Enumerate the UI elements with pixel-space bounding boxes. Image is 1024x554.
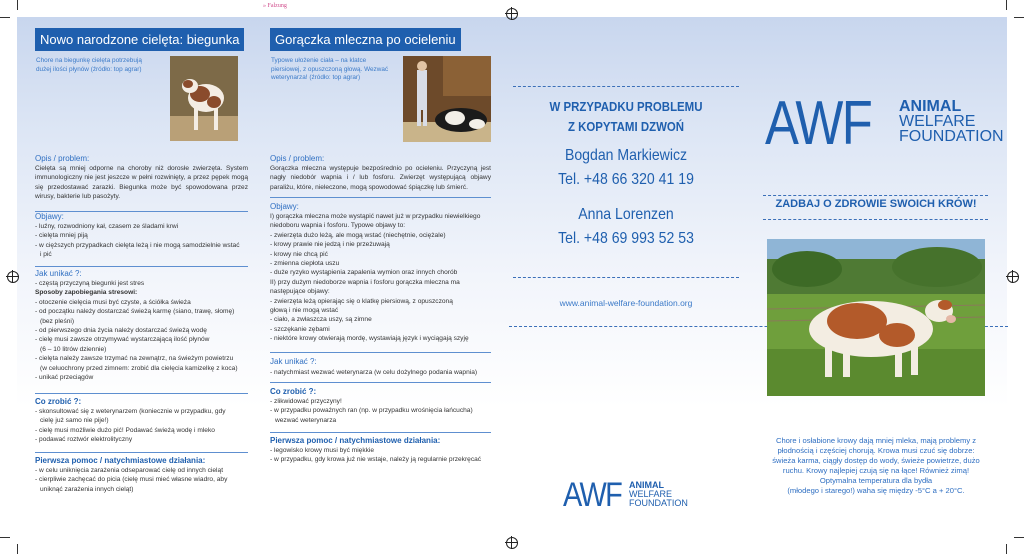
crop-mark	[0, 537, 10, 538]
crop-mark	[17, 544, 18, 554]
dashed-divider	[513, 86, 739, 87]
info-paragraph: Chore i osłabione krowy dają mniej mleka, mają problemy z płodnością i częściej chorują. Krowa musi czuć się dobrze: świeża karma, ciągły dostęp do wody, świeże powietrze, dużo ruchu. Krowy najlepiej czują się na łące! Również zimą! Optymalna temperatura dla bydła (młodego i starego!) waha się między -5°C a + 20°C.	[772, 436, 980, 495]
panel1-header: Nowo narodzone cielęta: biegunka	[35, 28, 244, 51]
panel1-pierwsza-title: Pierwsza pomoc / natychmiastowe działania:	[35, 456, 206, 465]
dashed-divider	[763, 195, 988, 196]
contact-1: Bogdan Markiewicz Tel. +48 66 320 41 19	[527, 146, 726, 190]
divider	[35, 393, 248, 394]
divider	[270, 352, 491, 353]
registration-mark	[1007, 271, 1019, 283]
panel2-header: Gorączka mleczna po ocieleniu	[270, 28, 461, 51]
divider	[270, 197, 491, 198]
dashed-divider	[513, 277, 739, 278]
divider	[270, 382, 491, 383]
crop-mark	[0, 17, 10, 18]
panel1-pierwsza-list: - w celu uniknięcia zarażenia odseparować cielę od innych cieląt - cierpliwie zachęcać do picia (cielę musi mieć własne wiadro, aby uniknąć zarażenia innych cieląt)	[35, 467, 228, 493]
registration-mark	[506, 537, 518, 549]
fold-label: » Falzung	[263, 3, 287, 9]
crop-mark	[1006, 0, 1007, 10]
panel1-opis-title: Opis / problem:	[35, 154, 90, 163]
crop-mark	[17, 0, 18, 10]
panel1-co-title: Co zrobić ?:	[35, 397, 82, 406]
panel2-caption: Typowe ułożenie ciała – na klatce piersiowej, z opuszczoną głową. Wezwać weterynarza! (źródło: top agrar)	[271, 57, 389, 82]
panel2-jak-title: Jak unikać ?:	[270, 357, 317, 366]
panel1-jak-list: - częstą przyczyną biegunki jest stres Sposoby zapobiegania stresowi: - otoczenie cielęcia musi być czyste, a ściółka świeża - od początku należy dostarczać świeżą karmę (siano, trawę, słomę) (bez pleśni) - od pierwszego dnia życia należy dostarczać świeżą wodę - cielę musi zawsze otrzymywać wystarczającą ilość płynów (6 – 10 litrów dziennie) - cielęta należy zawsze trzymać na zewnątrz, na świeżym powietrzu (w celuochrony przed zimnem: zrobić dla cielęcia kamizelkę z koca) - unikać przeciągów	[35, 280, 238, 382]
panel2-objawy-title: Objawy:	[270, 202, 299, 211]
cow-pasture-photo	[767, 239, 985, 396]
crop-mark	[1014, 17, 1024, 18]
panel2-opis-title: Opis / problem:	[270, 154, 325, 163]
website-link[interactable]: www.animal-welfare-foundation.org	[559, 298, 693, 308]
divider	[35, 211, 248, 212]
panel2-pierwsza-title: Pierwsza pomoc / natychmiastowe działania:	[270, 436, 441, 445]
awf-logo-large: AWF ANIMAL WELFARE FOUNDATION	[765, 89, 1004, 158]
divider	[35, 266, 248, 267]
panel2-pierwsza-list: - legowisko krowy musi być miękkie - w przypadku, gdy krowa już nie wstaje, należy ją regularnie przekręcać	[270, 447, 482, 464]
panel1-opis-text: Cielęta są mniej odporne na choroby niż dorosłe zwierzęta. System immunologiczny nie jest jeszcze w pełni rozwinięty, a przez pępek mogą się przedostawać zarazki. Biegunka może być spowodowana przez wirusy, bakterie lub pasożyty.	[35, 165, 248, 201]
panel2-jak-list: - natychmiast wezwać weterynarza (w celu dożylnego podania wapnia)	[270, 369, 478, 376]
problem-heading: W PRZYPADKU PROBLEMU Z KOPYTAMI DZWOŃ	[549, 99, 703, 134]
divider	[270, 432, 491, 433]
dashed-divider	[763, 219, 988, 220]
contact-2-phone[interactable]: Tel. +48 69 993 52 53	[558, 230, 694, 247]
vet-cow-photo	[403, 56, 491, 142]
registration-mark	[506, 8, 518, 20]
crop-mark	[1014, 537, 1024, 538]
crop-mark	[1006, 544, 1007, 554]
calf-photo	[170, 56, 238, 141]
registration-mark	[7, 271, 19, 283]
panel2-co-title: Co zrobić ?:	[270, 387, 317, 396]
contact-1-phone[interactable]: Tel. +48 66 320 41 19	[558, 171, 694, 188]
divider	[35, 452, 248, 453]
panel1-objawy-title: Objawy:	[35, 212, 64, 221]
slogan: ZADBAJ O ZDROWIE SWOICH KRÓW!	[775, 198, 977, 210]
panel1-caption: Chore na biegunkę cielęta potrzebują dużej ilości płynów (źródło: top agrar)	[36, 57, 142, 73]
panel2-co-list: - zlikwidować przyczyny! - w przypadku poważnych ran (np. w przypadku wrośnięcia łańcucha) wezwać weterynarza	[270, 398, 473, 424]
panel1-objawy-list: - luźny, rozwodniony kał, czasem ze śladami krwi - cielęta mniej piją - w cięższych przypadkach cielęta leżą i nie mogą samodzielnie wstać i pić	[35, 223, 240, 259]
panel2-opis-text: Gorączka mleczna występuje bezpośrednio po ocieleniu. Przyczyną jest nagły niedobór wapnia i / lub fosforu. Zwierzęt występującą objawy paraliżu, które, nieleczone, mogą spowodować śpiączkę lub śmierć.	[270, 165, 491, 191]
panel2-objawy-list: I) gorączka mleczna może wystąpić nawet już w przypadku niewielkiego niedoboru wapnia i fosforu. Typowe objawy to: - zwierzęta dużo leżą, ale mogą wstać (niechętnie, ociężale) - krowy prawie nie jedzą i nie przeżuwają - krowy nie chcą pić - zmienna ciepłota uszu - duże ryzyko wystąpienia zapalenia wymion oraz innych chorób II) przy dużym niedoborze wapnia i fosforu gorączka mleczna ma następujące objawy: - zwierzęta leżą opierając się o klatkę piersiową, z opuszczoną głową i nie mogą wstać - ciało, a zwłaszcza uszy, są zimne - szczękanie zębami - niektóre krowy otwierają mordę, wystawiają język i wyciągają szyję	[270, 213, 481, 343]
panel1-co-list: - skonsultować się z weterynarzem (koniecznie w przypadku, gdy cielę już samo nie pije!) - cielę musi możliwie dużo pić! Podawać świeżą wodę i mleko - podawać roztwór elektrolityczny	[35, 408, 226, 444]
contact-2: Anna Lorenzen Tel. +48 69 993 52 53	[527, 205, 726, 249]
awf-logo-small: AWF ANIMAL WELFARE FOUNDATION	[563, 476, 688, 514]
panel1-jak-title: Jak unikać ?:	[35, 269, 82, 278]
